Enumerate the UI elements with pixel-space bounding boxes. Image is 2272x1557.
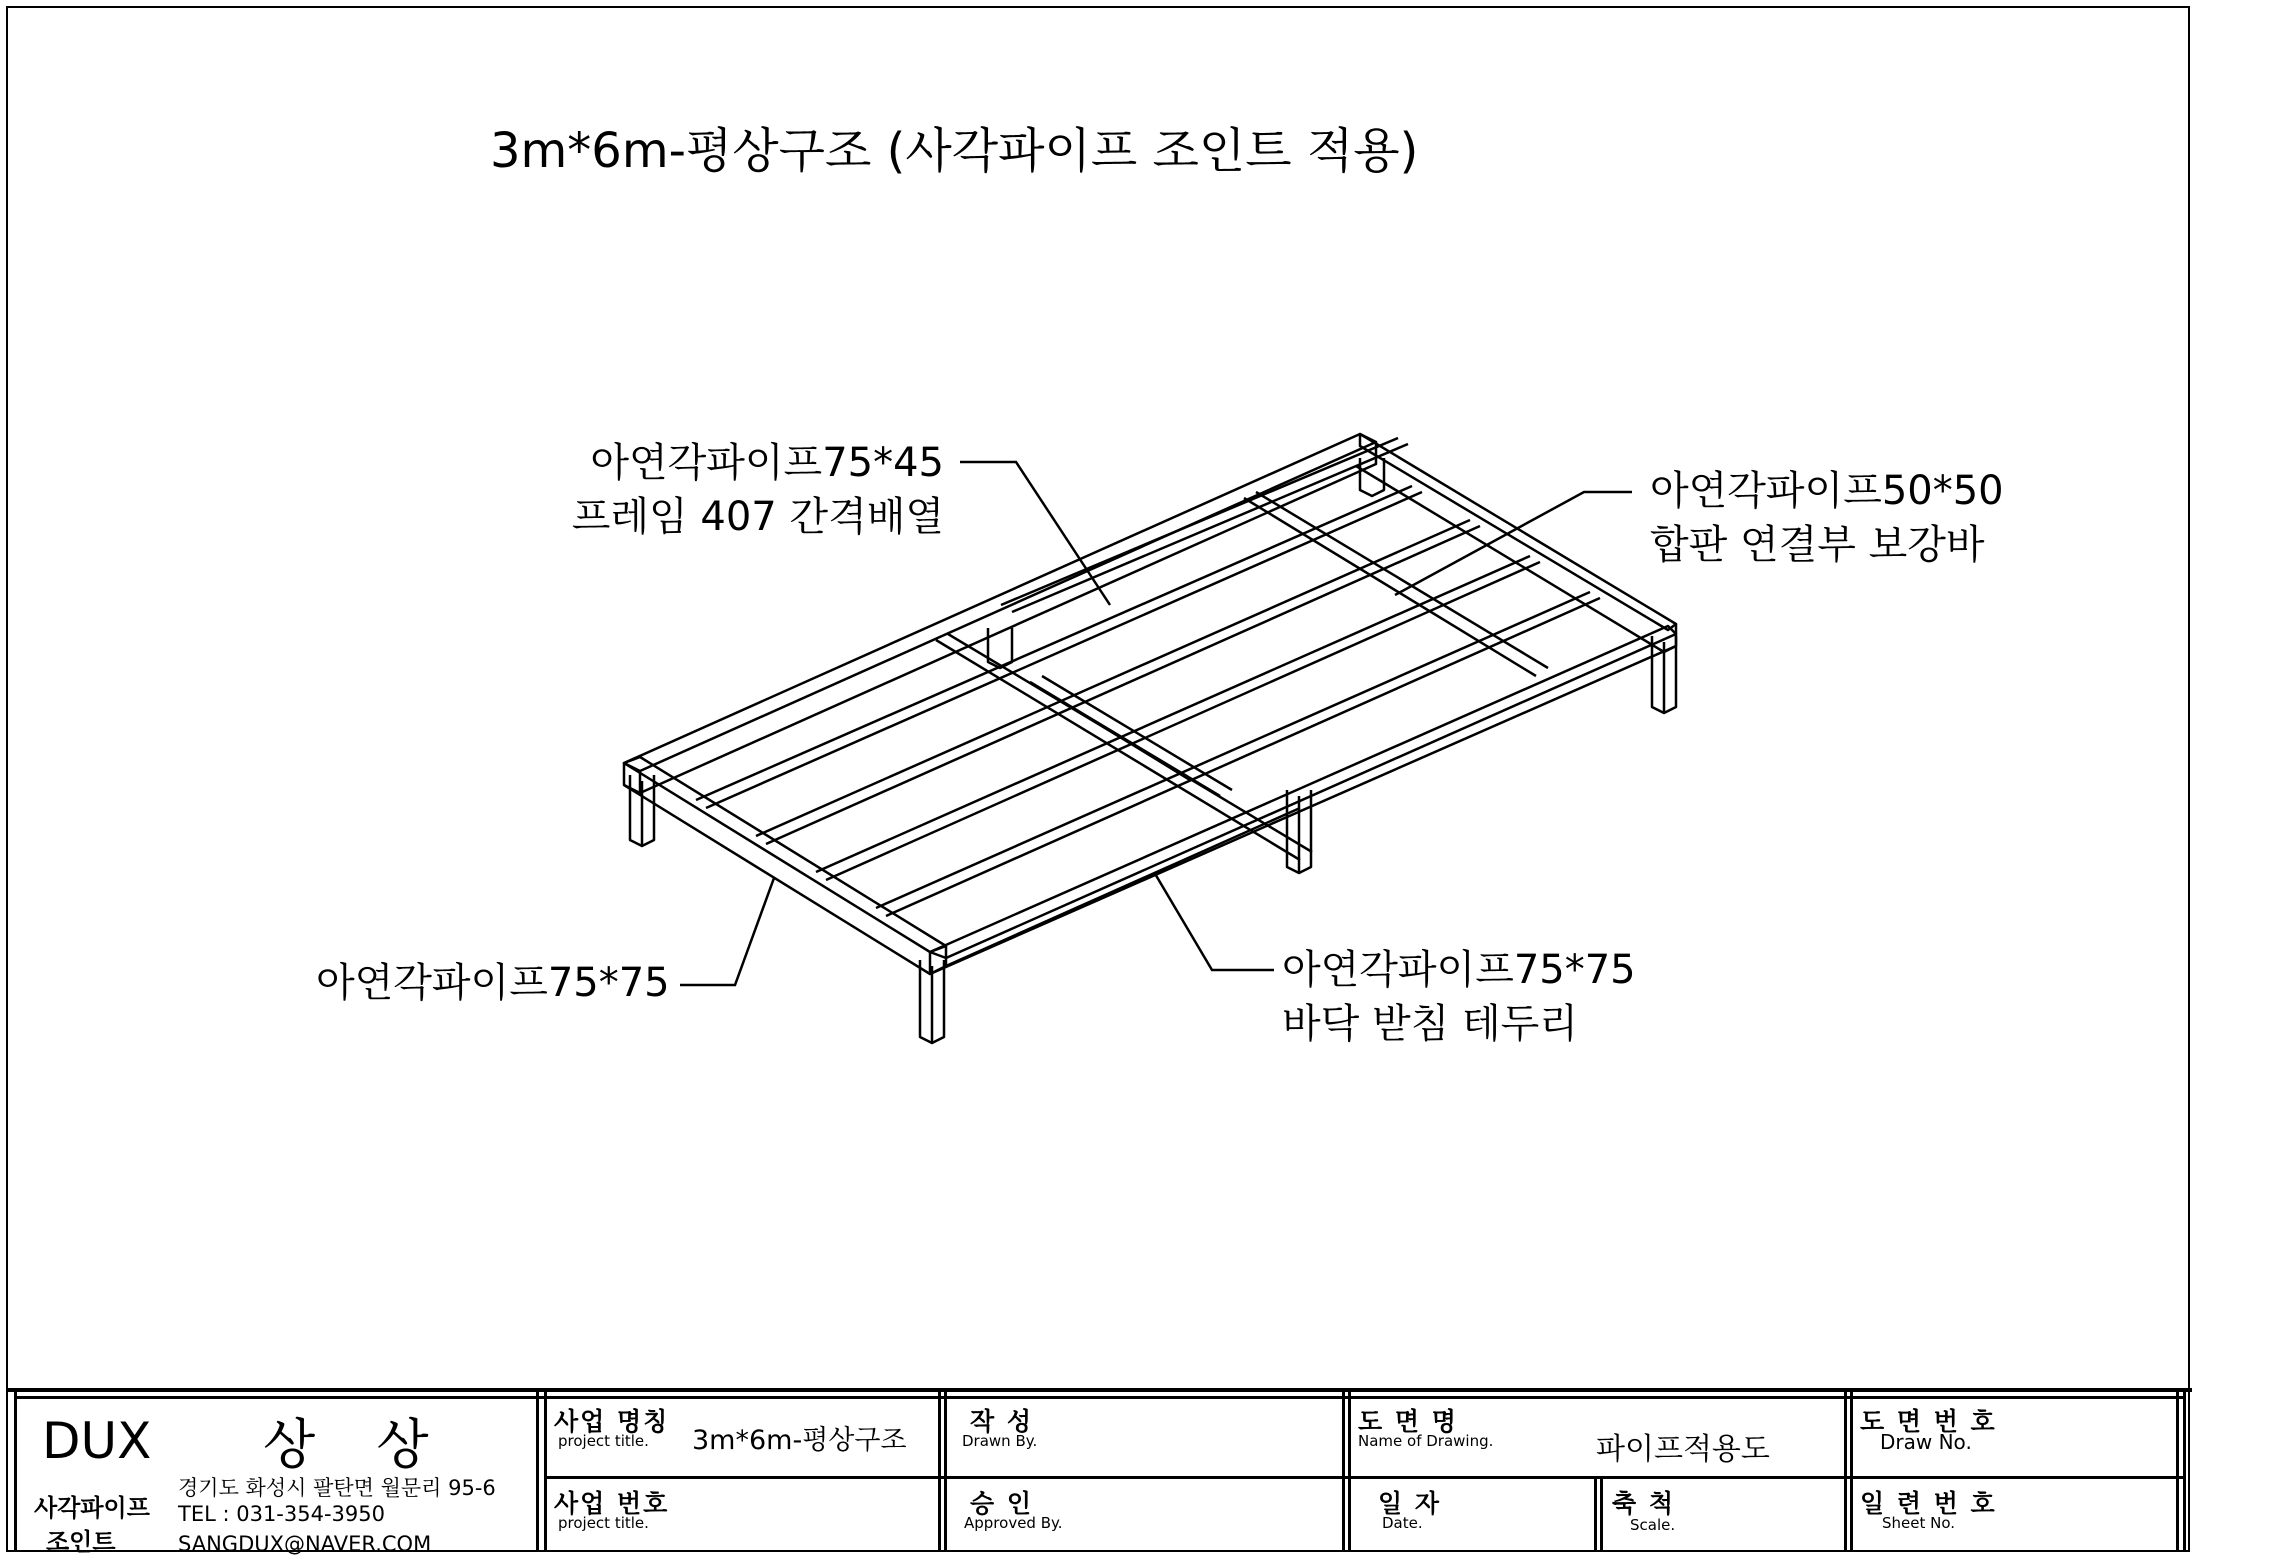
approved-by-sub: Approved By. <box>964 1514 1063 1532</box>
drawing-no-sub: Draw No. <box>1880 1430 1972 1454</box>
product-line2: 조인트 <box>46 1528 116 1556</box>
sheet-no-label: 일 련 번 호 <box>1860 1489 1997 1518</box>
project-name-value: 3m*6m-평상구조 <box>692 1425 907 1456</box>
approved-by-label: 승 인 <box>970 1489 1034 1518</box>
callout-bottom-right-line2: 바닥 받침 테두리 <box>1282 1001 1578 1047</box>
leader-bottom-right <box>1154 872 1274 970</box>
callout-top-left <box>560 436 944 544</box>
company-brand: DUX <box>42 1412 152 1470</box>
project-no-sub: project title. <box>558 1514 649 1532</box>
company-email: SANGDUX@NAVER.COM <box>178 1532 432 1556</box>
callout-top-left-line2: 프레임 407 간격배열 <box>571 494 944 540</box>
frame-side-far <box>1356 434 1676 652</box>
leg-front-left <box>630 775 654 846</box>
scale-sub: Scale. <box>1630 1516 1676 1534</box>
company-tel: TEL : 031-354-3950 <box>178 1502 385 1526</box>
leader-bottom-left <box>680 878 774 985</box>
sheet-no-sub: Sheet No. <box>1882 1514 1956 1532</box>
company-name: 상 상 <box>263 1413 451 1476</box>
title-block <box>8 1388 2192 1556</box>
company-address: 경기도 화성시 팔탄면 월문리 95-6 <box>178 1476 496 1500</box>
callout-bottom-left <box>316 956 670 1010</box>
drawing-name-sub: Name of Drawing. <box>1358 1432 1494 1450</box>
scale-label: 축 척 <box>1612 1489 1676 1518</box>
drawn-by-sub: Drawn By. <box>962 1432 1038 1450</box>
callout-bottom-right <box>1282 943 1636 1051</box>
drawing-name-label: 도 면 명 <box>1358 1407 1458 1436</box>
callout-top-left-line1: 아연각파이프75*45 <box>590 440 944 486</box>
callout-bottom-left-line1: 아연각파이프75*75 <box>316 960 670 1006</box>
date-label: 일 자 <box>1378 1489 1442 1518</box>
drawing-name-value: 파이프적용도 <box>1596 1432 1770 1467</box>
callout-top-right-line2: 합판 연결부 보강바 <box>1650 522 1985 568</box>
callout-top-right <box>1650 464 2004 572</box>
leader-top-left <box>960 462 1110 605</box>
leader-top-right <box>1395 492 1632 595</box>
date-sub: Date. <box>1382 1514 1423 1532</box>
drawing-title: 3m*6m-평상구조 (사각파이프 조인트 적용) <box>490 123 1419 179</box>
project-no-label: 사업 번호 <box>554 1489 670 1518</box>
project-name-sub: project title. <box>558 1432 649 1450</box>
reinforcement-bars <box>936 492 1548 860</box>
frame-side-front <box>930 626 1676 974</box>
drawing-no-label: 도 면 번 호 <box>1860 1407 1997 1436</box>
callout-top-right-line1: 아연각파이프50*50 <box>1650 468 2004 514</box>
callout-bottom-right-line1: 아연각파이프75*75 <box>1282 947 1636 993</box>
frame-side-near <box>624 757 946 974</box>
project-name-label: 사업 명칭 <box>554 1407 670 1436</box>
product-line1: 사각파이프 <box>34 1494 150 1522</box>
drawn-by-label: 작 성 <box>970 1407 1034 1436</box>
